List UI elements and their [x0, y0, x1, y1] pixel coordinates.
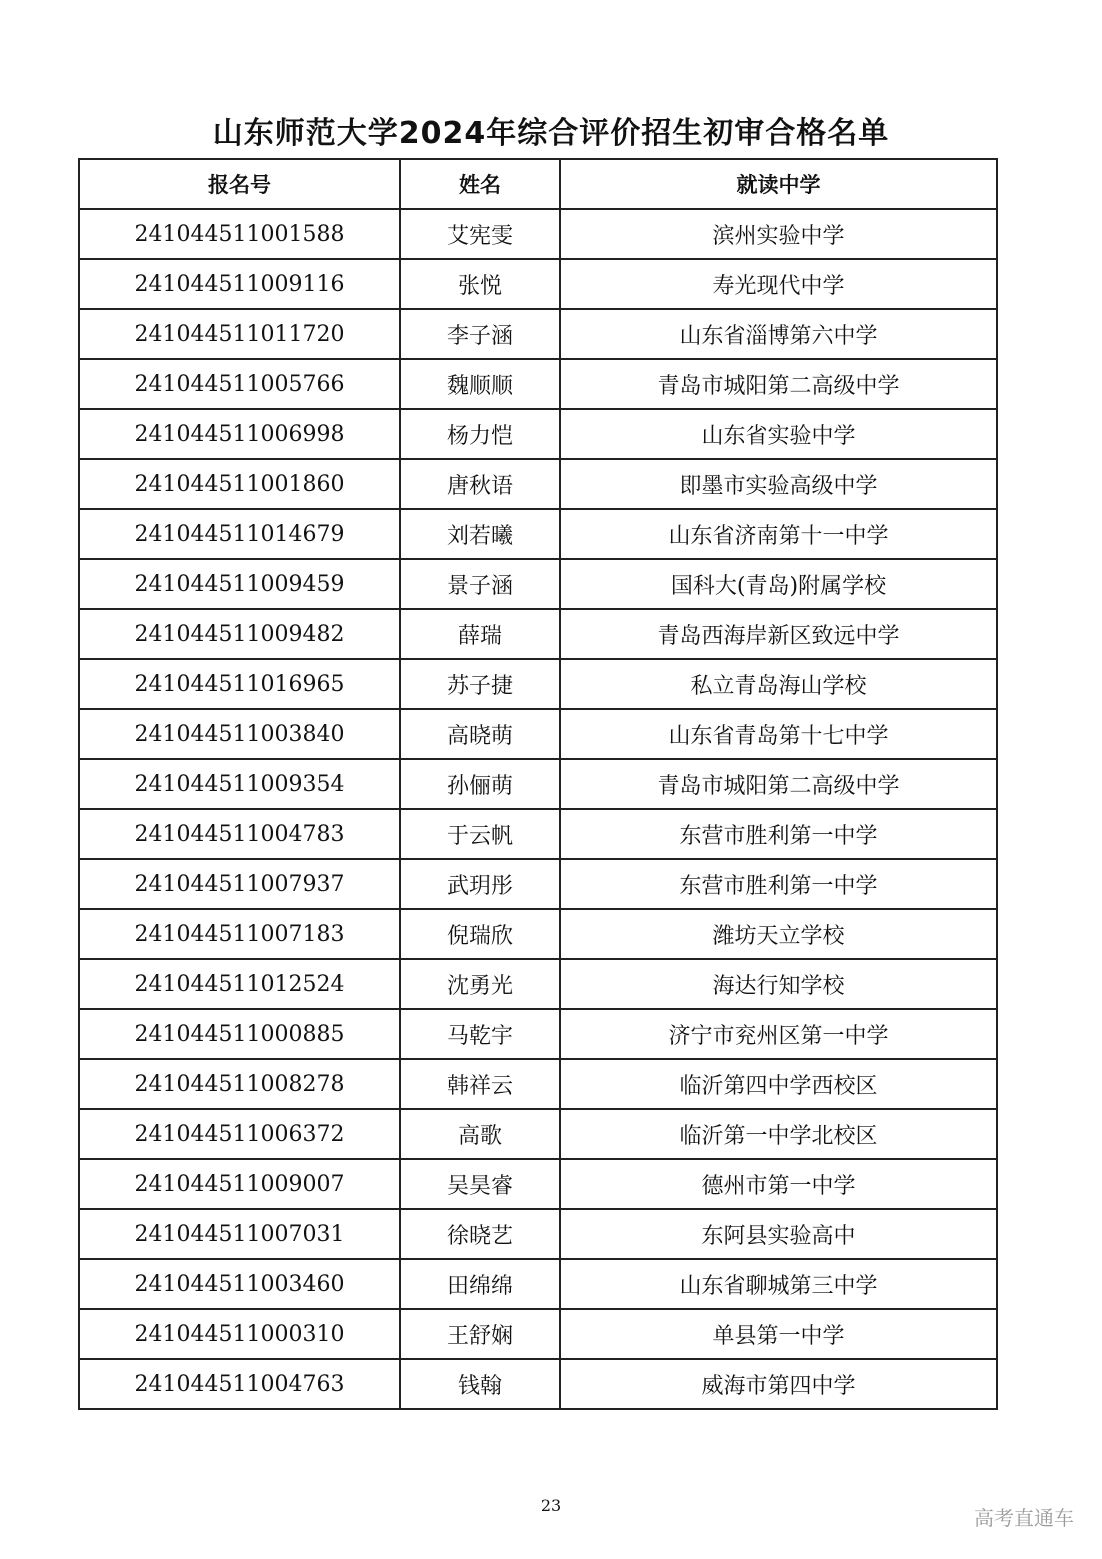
- student-name-cell: 魏顺顺: [400, 359, 560, 409]
- registration-number-cell: 241044511007031: [79, 1209, 400, 1259]
- student-name-cell: 韩祥云: [400, 1059, 560, 1109]
- school-name-cell: 国科大(青岛)附属学校: [560, 559, 997, 609]
- student-name-cell: 于云帆: [400, 809, 560, 859]
- table-row: [79, 359, 997, 409]
- registration-number-cell: 241044511007183: [79, 909, 400, 959]
- table-row: [79, 709, 997, 759]
- table-row: [79, 1109, 997, 1159]
- student-name-cell: 景子涵: [400, 559, 560, 609]
- column-header-school: 就读中学: [560, 159, 997, 209]
- student-name-cell: 高歌: [400, 1109, 560, 1159]
- table-row: [79, 759, 997, 809]
- registration-number-cell: 241044511004763: [79, 1359, 400, 1409]
- registration-number-cell: 241044511009007: [79, 1159, 400, 1209]
- table-row: [79, 859, 997, 909]
- student-name-cell: 徐晓艺: [400, 1209, 560, 1259]
- table-row: [79, 1309, 997, 1359]
- column-header-name: 姓名: [400, 159, 560, 209]
- table-row: [79, 509, 997, 559]
- student-name-cell: 张悦: [400, 259, 560, 309]
- registration-number-cell: 241044511014679: [79, 509, 400, 559]
- school-name-cell: 山东省青岛第十七中学: [560, 709, 997, 759]
- school-name-cell: 单县第一中学: [560, 1309, 997, 1359]
- student-name-cell: 高晓萌: [400, 709, 560, 759]
- registration-number-cell: 241044511009482: [79, 609, 400, 659]
- registration-number-cell: 241044511003840: [79, 709, 400, 759]
- school-name-cell: 济宁市兖州区第一中学: [560, 1009, 997, 1059]
- table-row: [79, 309, 997, 359]
- registration-number-cell: 241044511009459: [79, 559, 400, 609]
- table-row: [79, 959, 997, 1009]
- registration-number-cell: 241044511003460: [79, 1259, 400, 1309]
- admission-list-table: [78, 158, 998, 1410]
- table-row: [79, 809, 997, 859]
- registration-number-cell: 241044511001588: [79, 209, 400, 259]
- school-name-cell: 临沂第四中学西校区: [560, 1059, 997, 1109]
- registration-number-cell: 241044511005766: [79, 359, 400, 409]
- school-name-cell: 青岛市城阳第二高级中学: [560, 759, 997, 809]
- table-row: [79, 459, 997, 509]
- table-row: [79, 1209, 997, 1259]
- student-name-cell: 李子涵: [400, 309, 560, 359]
- school-name-cell: 即墨市实验高级中学: [560, 459, 997, 509]
- school-name-cell: 潍坊天立学校: [560, 909, 997, 959]
- student-name-cell: 马乾宇: [400, 1009, 560, 1059]
- table-body: [79, 209, 997, 1409]
- registration-number-cell: 241044511016965: [79, 659, 400, 709]
- school-name-cell: 海达行知学校: [560, 959, 997, 1009]
- table-row: [79, 409, 997, 459]
- table-row: [79, 209, 997, 259]
- table-row: [79, 909, 997, 959]
- watermark-text: 高考直通车: [974, 1506, 1074, 1530]
- table-row: [79, 659, 997, 709]
- school-name-cell: 山东省聊城第三中学: [560, 1259, 997, 1309]
- registration-number-cell: 241044511000310: [79, 1309, 400, 1359]
- school-name-cell: 东营市胜利第一中学: [560, 859, 997, 909]
- registration-number-cell: 241044511011720: [79, 309, 400, 359]
- student-name-cell: 杨力恺: [400, 409, 560, 459]
- school-name-cell: 私立青岛海山学校: [560, 659, 997, 709]
- page-number: 23: [540, 1496, 562, 1515]
- school-name-cell: 山东省淄博第六中学: [560, 309, 997, 359]
- registration-number-cell: 241044511007937: [79, 859, 400, 909]
- column-header-registration-number: 报名号: [79, 159, 400, 209]
- registration-number-cell: 241044511004783: [79, 809, 400, 859]
- registration-number-cell: 241044511012524: [79, 959, 400, 1009]
- student-name-cell: 唐秋语: [400, 459, 560, 509]
- table-row: [79, 1359, 997, 1409]
- registration-number-cell: 241044511000885: [79, 1009, 400, 1059]
- student-name-cell: 王舒娴: [400, 1309, 560, 1359]
- table-row: [79, 559, 997, 609]
- student-name-cell: 武玥彤: [400, 859, 560, 909]
- student-name-cell: 苏子捷: [400, 659, 560, 709]
- table-row: [79, 1159, 997, 1209]
- registration-number-cell: 241044511006372: [79, 1109, 400, 1159]
- student-name-cell: 钱翰: [400, 1359, 560, 1409]
- student-name-cell: 沈勇光: [400, 959, 560, 1009]
- school-name-cell: 滨州实验中学: [560, 209, 997, 259]
- table-row: [79, 1259, 997, 1309]
- registration-number-cell: 241044511001860: [79, 459, 400, 509]
- registration-number-cell: 241044511008278: [79, 1059, 400, 1109]
- school-name-cell: 山东省实验中学: [560, 409, 997, 459]
- table-row: [79, 609, 997, 659]
- student-name-cell: 倪瑞欣: [400, 909, 560, 959]
- student-name-cell: 艾宪雯: [400, 209, 560, 259]
- registration-number-cell: 241044511009116: [79, 259, 400, 309]
- school-name-cell: 东阿县实验高中: [560, 1209, 997, 1259]
- document-title: 山东师范大学2024年综合评价招生初审合格名单: [212, 116, 890, 151]
- table-row: [79, 259, 997, 309]
- student-name-cell: 刘若曦: [400, 509, 560, 559]
- student-name-cell: 孙俪萌: [400, 759, 560, 809]
- registration-number-cell: 241044511009354: [79, 759, 400, 809]
- school-name-cell: 山东省济南第十一中学: [560, 509, 997, 559]
- student-name-cell: 薛瑞: [400, 609, 560, 659]
- table-header-row: [79, 159, 997, 209]
- school-name-cell: 德州市第一中学: [560, 1159, 997, 1209]
- school-name-cell: 寿光现代中学: [560, 259, 997, 309]
- school-name-cell: 威海市第四中学: [560, 1359, 997, 1409]
- school-name-cell: 青岛西海岸新区致远中学: [560, 609, 997, 659]
- school-name-cell: 青岛市城阳第二高级中学: [560, 359, 997, 409]
- school-name-cell: 东营市胜利第一中学: [560, 809, 997, 859]
- school-name-cell: 临沂第一中学北校区: [560, 1109, 997, 1159]
- table-row: [79, 1009, 997, 1059]
- table-row: [79, 1059, 997, 1109]
- student-name-cell: 田绵绵: [400, 1259, 560, 1309]
- registration-number-cell: 241044511006998: [79, 409, 400, 459]
- student-name-cell: 吴昊睿: [400, 1159, 560, 1209]
